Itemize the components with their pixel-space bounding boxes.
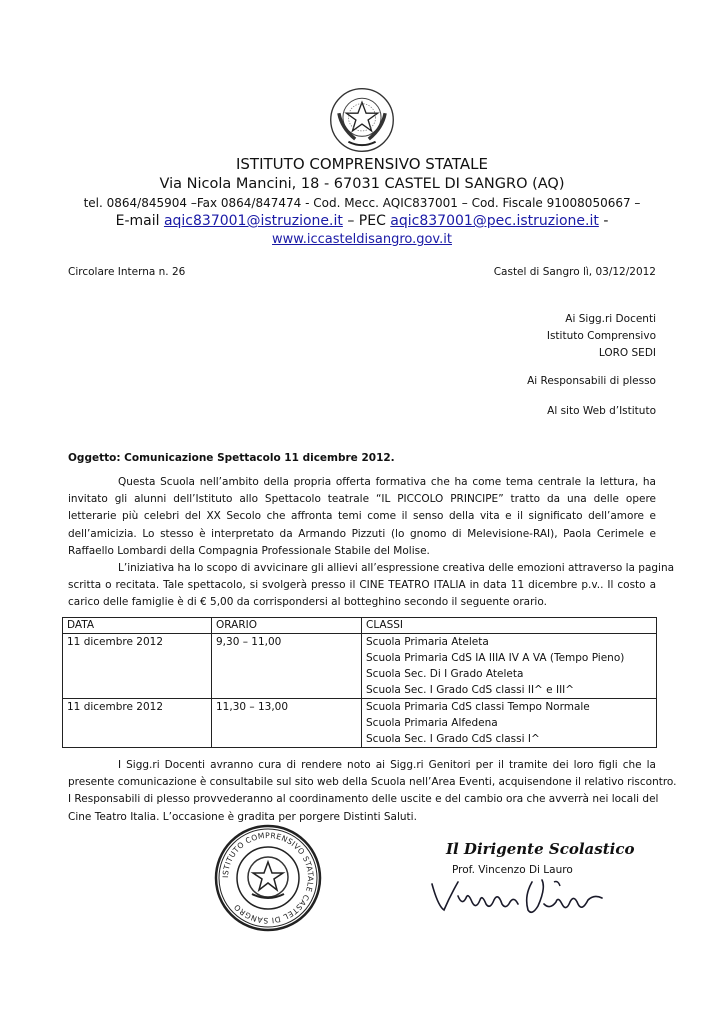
email-prefix: E-mail	[115, 213, 164, 229]
paragraph-line: I Sigg.ri Docenti avranno cura di rendere noto ai Sigg.ri Genitori per il tramite dei loro figli che la	[118, 759, 656, 771]
paragraph-invitation	[68, 474, 656, 560]
paragraph-line: Cine Teatro Italia. L’occasione è gradita per porgere Distinti Saluti.	[68, 810, 417, 823]
circular-number: Circolare Interna n. 26	[68, 266, 186, 278]
email-line	[40, 213, 684, 229]
subject-line: Oggetto: Comunicazione Spettacolo 11 dicembre 2012.	[68, 452, 395, 464]
class-item: Scuola Primaria CdS IA IIIA IV A VA (Tempo Pieno)	[366, 652, 625, 664]
recipient-docenti: Ai Sigg.ri Docenti	[565, 313, 656, 325]
recipient-loro-sedi: LORO SEDI	[598, 347, 656, 359]
recipient-responsabili: Ai Responsabili di plesso	[527, 375, 656, 387]
schedule-table	[62, 617, 657, 748]
paragraph-closing	[68, 757, 677, 826]
svg-text:ISTITUTO COMPRENSIVO STATALE C	[221, 831, 315, 925]
cell-time: 11,30 – 13,00	[212, 699, 362, 748]
recipient-sito-web: Al sito Web d’Istituto	[547, 405, 656, 417]
signer-title: Il Dirigente Scolastico	[446, 840, 635, 858]
paragraph-line: Raffaello Lombardi della Compagnia Professionale Stabile del Molise.	[68, 544, 430, 557]
class-item: Scuola Primaria Alfedena	[366, 717, 498, 729]
table-row	[63, 699, 657, 748]
table-header-row	[63, 618, 657, 634]
place-date: Castel di Sangro lì, 03/12/2012	[493, 266, 656, 278]
institute-address: Via Nicola Mancini, 18 - 67031 CASTEL DI SANGRO (AQ)	[159, 176, 565, 192]
cell-date: 11 dicembre 2012	[63, 634, 212, 699]
cell-classes	[362, 634, 657, 699]
paragraph-line: dell’amicizia. Lo stesso è interpretato da Armando Pizzuti (lo gnomo di Melevisione-RAI), Paola Cerimele e	[68, 527, 656, 540]
class-item: Scuola Sec. I Grado CdS classi II^ e III^	[366, 684, 575, 696]
class-item: Scuola Primaria CdS classi Tempo Normale	[366, 701, 590, 713]
school-stamp	[214, 824, 322, 932]
paragraph-line: Questa Scuola nell’ambito della propria offerta formativa che ha come tema centrale la lettura, ha	[118, 476, 656, 488]
signer-name: Prof. Vincenzo Di Lauro	[452, 864, 573, 876]
website-line	[40, 232, 684, 247]
paragraph-line: letterarie più celebri del XX Secolo che affronta temi come il senso della vita e il significato dell’amore e	[68, 510, 656, 523]
paragraph-line: presente comunicazione è consultabile sul sito web della Scuola nell’Area Eventi, acquisendone il relativo riscontro.	[68, 776, 677, 789]
cell-classes	[362, 699, 657, 748]
cell-date: 11 dicembre 2012	[63, 699, 212, 748]
cell-time: 9,30 – 11,00	[212, 634, 362, 699]
paragraph-line: invitato gli alunni dell’Istituto allo Spettacolo teatrale “IL PICCOLO PRINCIPE” tratto da una delle opere	[68, 493, 656, 506]
class-item: Scuola Sec. I Grado CdS classi I^	[366, 733, 540, 745]
italian-republic-emblem	[328, 86, 396, 154]
email-link[interactable]: aqic837001@istruzione.it	[163, 213, 343, 229]
pec-link[interactable]: aqic837001@pec.istruzione.it	[390, 213, 599, 229]
paragraph-line: L’iniziativa ha lo scopo di avvicinare gli allievi all’espressione creativa delle emozioni attraverso la pagina	[118, 562, 675, 574]
handwritten-signature	[428, 876, 606, 920]
table-row	[63, 634, 657, 699]
paragraph-initiative	[68, 560, 675, 612]
stamp-text: ISTITUTO COMPRENSIVO STATALE CASTEL DI SANGRO	[220, 830, 316, 926]
paragraph-line: I Responsabili di plesso provvederanno al coordinamento delle uscite e del cambio ora che avverrà nei locali del	[68, 793, 659, 806]
website-link[interactable]: www.iccasteldisangro.gov.it	[272, 232, 452, 247]
class-item: Scuola Primaria Ateleta	[366, 636, 489, 648]
column-header-classi: CLASSI	[362, 618, 657, 634]
institute-contacts: tel. 0864/845904 –Fax 0864/847474 - Cod. Mecc. AQIC837001 – Cod. Fiscale 91008050667 –	[83, 196, 641, 210]
column-header-orario: ORARIO	[212, 618, 362, 634]
institute-name: ISTITUTO COMPRENSIVO STATALE	[235, 155, 489, 173]
pec-suffix: -	[598, 213, 609, 229]
paragraph-line: scritta o recitata. Tale spettacolo, si svolgerà presso il CINE TEATRO ITALIA in data 11 dicembre p.v.. Il costo a	[68, 579, 656, 592]
recipient-istituto: Istituto Comprensivo	[546, 330, 656, 342]
column-header-data: DATA	[63, 618, 212, 634]
class-item: Scuola Sec. Di I Grado Ateleta	[366, 668, 524, 680]
paragraph-line: carico delle famiglie è di € 5,00 da corrispondersi al botteghino secondo il seguente orario.	[68, 596, 547, 609]
pec-prefix: – PEC	[342, 213, 391, 229]
